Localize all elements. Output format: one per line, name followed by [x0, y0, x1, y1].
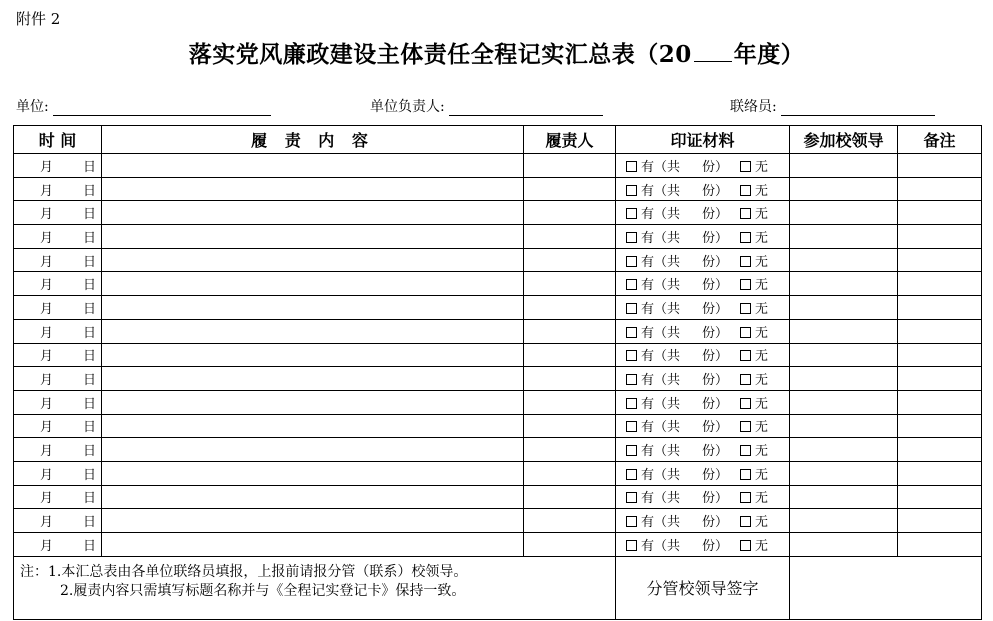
date-day: 日 — [83, 159, 97, 175]
header-row — [14, 126, 982, 154]
date-month: 月 — [40, 159, 54, 175]
col-remark: 备注 — [898, 126, 982, 154]
date-day: 日 — [83, 207, 97, 223]
checkbox-yes[interactable] — [626, 398, 637, 409]
checkbox-no[interactable] — [740, 492, 751, 503]
date-day: 日 — [83, 396, 97, 412]
person-cell[interactable] — [524, 248, 616, 272]
leader-cell[interactable] — [790, 461, 898, 485]
person-cell[interactable] — [524, 509, 616, 533]
checkbox-yes[interactable] — [626, 208, 637, 219]
evidence-yes-label: 有（共 — [641, 254, 681, 270]
date-cell[interactable] — [14, 248, 102, 272]
date-cell[interactable] — [14, 201, 102, 225]
checkbox-yes[interactable] — [626, 256, 637, 267]
date-month: 月 — [40, 515, 54, 531]
evidence-no-label: 无 — [755, 444, 769, 460]
leader-cell[interactable] — [790, 177, 898, 201]
content-cell[interactable] — [102, 177, 524, 201]
checkbox-yes[interactable] — [626, 421, 637, 432]
evidence-no-label: 无 — [755, 159, 769, 175]
unit-field — [16, 96, 271, 116]
evidence-yes-label: 有（共 — [641, 420, 681, 436]
person-cell[interactable] — [524, 461, 616, 485]
notes-cell — [14, 556, 616, 619]
evidence-copies-label: 份） — [702, 396, 729, 412]
evidence-yes-label: 有（共 — [641, 491, 681, 507]
date-cell[interactable] — [14, 154, 102, 178]
content-cell[interactable] — [102, 367, 524, 391]
leader-cell[interactable] — [790, 367, 898, 391]
date-day: 日 — [83, 444, 97, 460]
evidence-no-label: 无 — [755, 230, 769, 246]
evidence-no-label: 无 — [755, 254, 769, 270]
remark-cell[interactable] — [898, 509, 982, 533]
note-line-2: 2.履责内容只需填写标题名称并与《全程记实登记卡》保持一致。 — [60, 582, 466, 599]
evidence-copies-label: 份） — [702, 515, 729, 531]
evidence-no-label: 无 — [755, 396, 769, 412]
table-row — [14, 390, 982, 414]
attachment-label: 附件 2 — [16, 10, 61, 28]
evidence-cell — [616, 319, 790, 343]
content-cell[interactable] — [102, 533, 524, 557]
title-main: 落实党风廉政建设主体责任全程记实汇总表（20 — [188, 41, 692, 68]
date-cell[interactable] — [14, 438, 102, 462]
content-cell[interactable] — [102, 201, 524, 225]
evidence-copies-label: 份） — [702, 207, 729, 223]
content-cell[interactable] — [102, 485, 524, 509]
checkbox-no[interactable] — [740, 516, 751, 527]
evidence-no-label: 无 — [755, 207, 769, 223]
notes-row — [14, 556, 982, 619]
date-month: 月 — [40, 373, 54, 389]
checkbox-yes[interactable] — [626, 350, 637, 361]
leader-cell[interactable] — [790, 390, 898, 414]
evidence-cell — [616, 248, 790, 272]
evidence-yes-label: 有（共 — [641, 396, 681, 412]
checkbox-yes[interactable] — [626, 492, 637, 503]
table-row — [14, 272, 982, 296]
date-day: 日 — [83, 515, 97, 531]
content-cell[interactable] — [102, 438, 524, 462]
checkbox-no[interactable] — [740, 256, 751, 267]
evidence-no-label: 无 — [755, 301, 769, 317]
evidence-cell — [616, 343, 790, 367]
table-row — [14, 533, 982, 557]
checkbox-yes[interactable] — [626, 540, 637, 551]
evidence-cell — [616, 414, 790, 438]
table-row — [14, 414, 982, 438]
date-month: 月 — [40, 230, 54, 246]
checkbox-no[interactable] — [740, 445, 751, 456]
col-leader: 参加校领导 — [790, 126, 898, 154]
person-cell[interactable] — [524, 272, 616, 296]
date-day: 日 — [83, 254, 97, 270]
date-day: 日 — [83, 538, 97, 554]
date-cell[interactable] — [14, 177, 102, 201]
head-label: 单位负责人: — [370, 99, 445, 115]
checkbox-no[interactable] — [740, 232, 751, 243]
date-day: 日 — [83, 420, 97, 436]
table-row — [14, 201, 982, 225]
person-cell[interactable] — [524, 154, 616, 178]
evidence-yes-label: 有（共 — [641, 538, 681, 554]
page-title — [0, 36, 993, 69]
evidence-no-label: 无 — [755, 491, 769, 507]
leader-cell[interactable] — [790, 414, 898, 438]
evidence-no-label: 无 — [755, 538, 769, 554]
date-day: 日 — [83, 491, 97, 507]
remark-cell[interactable] — [898, 485, 982, 509]
evidence-yes-label: 有（共 — [641, 230, 681, 246]
date-month: 月 — [40, 325, 54, 341]
leader-cell[interactable] — [790, 201, 898, 225]
date-day: 日 — [83, 301, 97, 317]
date-cell[interactable] — [14, 367, 102, 391]
checkbox-yes[interactable] — [626, 374, 637, 385]
content-cell[interactable] — [102, 509, 524, 533]
evidence-yes-label: 有（共 — [641, 349, 681, 365]
evidence-copies-label: 份） — [702, 254, 729, 270]
table-row — [14, 296, 982, 320]
date-month: 月 — [40, 183, 54, 199]
head-field — [370, 96, 603, 116]
evidence-copies-label: 份） — [702, 183, 729, 199]
evidence-cell — [616, 296, 790, 320]
evidence-yes-label: 有（共 — [641, 183, 681, 199]
evidence-yes-label: 有（共 — [641, 207, 681, 223]
evidence-copies-label: 份） — [702, 349, 729, 365]
remark-cell[interactable] — [898, 248, 982, 272]
date-cell[interactable] — [14, 461, 102, 485]
evidence-yes-label: 有（共 — [641, 278, 681, 294]
remark-cell[interactable] — [898, 177, 982, 201]
table-row — [14, 154, 982, 178]
date-month: 月 — [40, 467, 54, 483]
checkbox-no[interactable] — [740, 421, 751, 432]
remark-cell[interactable] — [898, 201, 982, 225]
checkbox-no[interactable] — [740, 398, 751, 409]
unit-label: 单位: — [16, 99, 49, 115]
col-evidence: 印证材料 — [616, 126, 790, 154]
evidence-yes-label: 有（共 — [641, 373, 681, 389]
checkbox-no[interactable] — [740, 350, 751, 361]
evidence-yes-label: 有（共 — [641, 301, 681, 317]
checkbox-yes[interactable] — [626, 232, 637, 243]
checkbox-yes[interactable] — [626, 161, 637, 172]
evidence-yes-label: 有（共 — [641, 325, 681, 341]
unit-line[interactable] — [53, 97, 271, 116]
remark-cell[interactable] — [898, 343, 982, 367]
evidence-copies-label: 份） — [702, 467, 729, 483]
table-row — [14, 485, 982, 509]
remark-cell[interactable] — [898, 367, 982, 391]
remark-cell[interactable] — [898, 272, 982, 296]
leader-cell[interactable] — [790, 296, 898, 320]
evidence-no-label: 无 — [755, 183, 769, 199]
evidence-copies-label: 份） — [702, 538, 729, 554]
sign-cell[interactable] — [790, 556, 982, 619]
checkbox-yes[interactable] — [626, 327, 637, 338]
checkbox-no[interactable] — [740, 303, 751, 314]
date-month: 月 — [40, 444, 54, 460]
date-month: 月 — [40, 538, 54, 554]
evidence-no-label: 无 — [755, 349, 769, 365]
person-cell[interactable] — [524, 414, 616, 438]
evidence-copies-label: 份） — [702, 373, 729, 389]
evidence-yes-label: 有（共 — [641, 444, 681, 460]
remark-cell[interactable] — [898, 461, 982, 485]
content-cell[interactable] — [102, 225, 524, 249]
evidence-cell — [616, 177, 790, 201]
evidence-copies-label: 份） — [702, 444, 729, 460]
person-cell[interactable] — [524, 296, 616, 320]
leader-cell[interactable] — [790, 438, 898, 462]
date-day: 日 — [83, 349, 97, 365]
remark-cell[interactable] — [898, 390, 982, 414]
checkbox-yes[interactable] — [626, 185, 637, 196]
leader-cell[interactable] — [790, 154, 898, 178]
checkbox-yes[interactable] — [626, 445, 637, 456]
person-cell[interactable] — [524, 390, 616, 414]
evidence-cell — [616, 390, 790, 414]
evidence-cell — [616, 533, 790, 557]
sign-label: 分管校领导签字 — [616, 556, 790, 619]
date-cell[interactable] — [14, 509, 102, 533]
leader-cell[interactable] — [790, 248, 898, 272]
checkbox-no[interactable] — [740, 540, 751, 551]
evidence-no-label: 无 — [755, 373, 769, 389]
date-cell[interactable] — [14, 533, 102, 557]
checkbox-no[interactable] — [740, 327, 751, 338]
evidence-no-label: 无 — [755, 515, 769, 531]
date-cell[interactable] — [14, 225, 102, 249]
evidence-copies-label: 份） — [702, 301, 729, 317]
table-row — [14, 509, 982, 533]
year-blank[interactable] — [694, 39, 732, 62]
date-month: 月 — [40, 420, 54, 436]
leader-cell[interactable] — [790, 509, 898, 533]
content-cell[interactable] — [102, 461, 524, 485]
evidence-no-label: 无 — [755, 278, 769, 294]
leader-cell[interactable] — [790, 272, 898, 296]
checkbox-yes[interactable] — [626, 469, 637, 480]
content-cell[interactable] — [102, 343, 524, 367]
content-cell[interactable] — [102, 296, 524, 320]
person-cell[interactable] — [524, 201, 616, 225]
date-month: 月 — [40, 349, 54, 365]
remark-cell[interactable] — [898, 533, 982, 557]
content-cell[interactable] — [102, 390, 524, 414]
leader-cell[interactable] — [790, 319, 898, 343]
content-cell[interactable] — [102, 319, 524, 343]
table-row — [14, 438, 982, 462]
date-cell[interactable] — [14, 272, 102, 296]
table-row — [14, 461, 982, 485]
evidence-no-label: 无 — [755, 325, 769, 341]
person-cell[interactable] — [524, 533, 616, 557]
person-cell[interactable] — [524, 343, 616, 367]
date-day: 日 — [83, 230, 97, 246]
table-row — [14, 343, 982, 367]
note-line-1: 注：1.本汇总表由各单位联络员填报，上报前请报分管（联系）校领导。 — [20, 563, 468, 580]
table-row — [14, 225, 982, 249]
head-line[interactable] — [449, 97, 603, 116]
checkbox-no[interactable] — [740, 185, 751, 196]
table-row — [14, 248, 982, 272]
checkbox-no[interactable] — [740, 374, 751, 385]
person-cell[interactable] — [524, 319, 616, 343]
evidence-cell — [616, 201, 790, 225]
evidence-cell — [616, 367, 790, 391]
table-body — [14, 154, 982, 557]
evidence-copies-label: 份） — [702, 230, 729, 246]
evidence-copies-label: 份） — [702, 159, 729, 175]
date-day: 日 — [83, 467, 97, 483]
evidence-cell — [616, 509, 790, 533]
leader-cell[interactable] — [790, 343, 898, 367]
header-fields — [16, 96, 976, 118]
checkbox-no[interactable] — [740, 469, 751, 480]
remark-cell[interactable] — [898, 296, 982, 320]
remark-cell[interactable] — [898, 414, 982, 438]
evidence-cell — [616, 225, 790, 249]
person-cell[interactable] — [524, 485, 616, 509]
leader-cell[interactable] — [790, 225, 898, 249]
date-cell[interactable] — [14, 319, 102, 343]
date-day: 日 — [83, 183, 97, 199]
date-cell[interactable] — [14, 343, 102, 367]
evidence-yes-label: 有（共 — [641, 515, 681, 531]
date-cell[interactable] — [14, 414, 102, 438]
date-month: 月 — [40, 278, 54, 294]
evidence-copies-label: 份） — [702, 325, 729, 341]
person-cell[interactable] — [524, 367, 616, 391]
date-month: 月 — [40, 301, 54, 317]
contact-label: 联络员: — [730, 99, 777, 115]
date-day: 日 — [83, 278, 97, 294]
col-content: 履 责 内 容 — [102, 126, 524, 154]
date-month: 月 — [40, 491, 54, 507]
evidence-no-label: 无 — [755, 467, 769, 483]
contact-line[interactable] — [781, 97, 935, 116]
person-cell[interactable] — [524, 177, 616, 201]
content-cell[interactable] — [102, 414, 524, 438]
evidence-cell — [616, 272, 790, 296]
remark-cell[interactable] — [898, 154, 982, 178]
evidence-copies-label: 份） — [702, 491, 729, 507]
evidence-cell — [616, 461, 790, 485]
evidence-yes-label: 有（共 — [641, 467, 681, 483]
content-cell[interactable] — [102, 272, 524, 296]
col-time: 时 间 — [14, 126, 102, 154]
date-cell[interactable] — [14, 296, 102, 320]
date-cell[interactable] — [14, 390, 102, 414]
evidence-no-label: 无 — [755, 420, 769, 436]
evidence-yes-label: 有（共 — [641, 159, 681, 175]
title-suffix: 年度） — [733, 41, 805, 68]
checkbox-yes[interactable] — [626, 303, 637, 314]
person-cell[interactable] — [524, 438, 616, 462]
evidence-copies-label: 份） — [702, 420, 729, 436]
remark-cell[interactable] — [898, 319, 982, 343]
evidence-cell — [616, 438, 790, 462]
date-day: 日 — [83, 373, 97, 389]
date-month: 月 — [40, 254, 54, 270]
date-cell[interactable] — [14, 485, 102, 509]
contact-field — [730, 96, 935, 116]
remark-cell[interactable] — [898, 438, 982, 462]
person-cell[interactable] — [524, 225, 616, 249]
checkbox-no[interactable] — [740, 208, 751, 219]
table-row — [14, 177, 982, 201]
content-cell[interactable] — [102, 154, 524, 178]
col-person: 履责人 — [524, 126, 616, 154]
evidence-cell — [616, 485, 790, 509]
date-month: 月 — [40, 207, 54, 223]
checkbox-yes[interactable] — [626, 279, 637, 290]
table-row — [14, 367, 982, 391]
leader-cell[interactable] — [790, 485, 898, 509]
content-cell[interactable] — [102, 248, 524, 272]
table-row — [14, 319, 982, 343]
checkbox-no[interactable] — [740, 161, 751, 172]
remark-cell[interactable] — [898, 225, 982, 249]
checkbox-yes[interactable] — [626, 516, 637, 527]
evidence-copies-label: 份） — [702, 278, 729, 294]
date-day: 日 — [83, 325, 97, 341]
leader-cell[interactable] — [790, 533, 898, 557]
date-month: 月 — [40, 396, 54, 412]
evidence-cell — [616, 154, 790, 178]
summary-table — [13, 125, 982, 620]
checkbox-no[interactable] — [740, 279, 751, 290]
